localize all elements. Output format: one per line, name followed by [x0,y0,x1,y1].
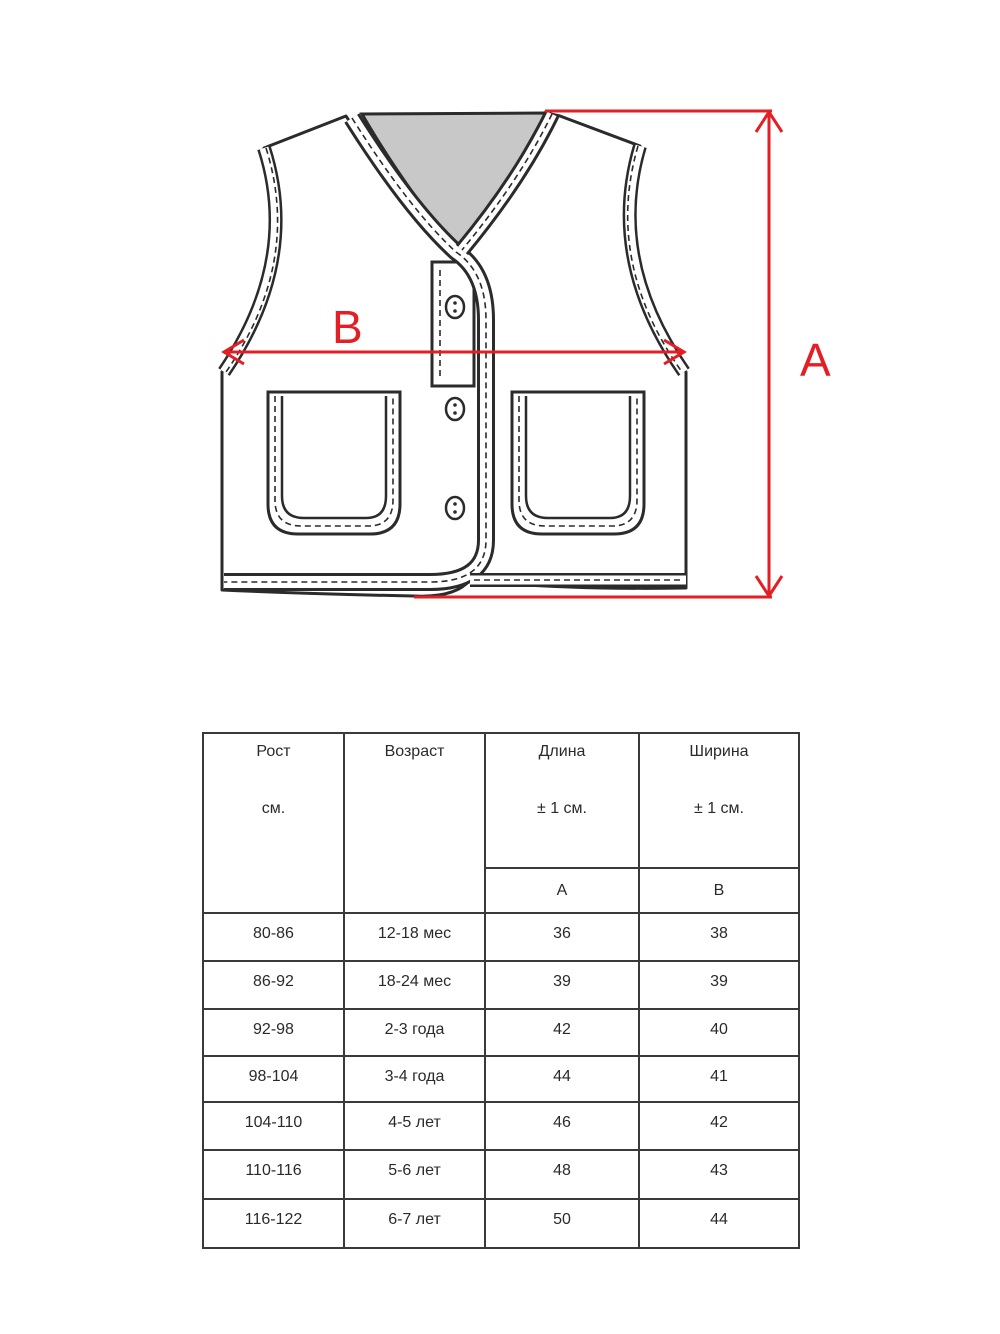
button-bottom [446,497,464,519]
button-top [446,296,464,318]
cell-height: 86-92 [203,961,344,1009]
header-width [639,733,799,868]
cell-width: 40 [639,1009,799,1056]
cell-height: 80-86 [203,913,344,961]
cell-height: 110-116 [203,1150,344,1199]
vest-diagram [0,0,1000,640]
header-width-tolerance: ± 1 см. [693,800,744,817]
header-length-title: Длина [538,743,586,760]
header-height-unit: см. [261,800,286,817]
cell-width: 42 [639,1102,799,1150]
dimension-a-label: A [800,334,831,386]
cell-length: 44 [485,1056,639,1102]
table-row [203,961,799,1009]
table-row [203,913,799,961]
cell-age: 18-24 мес [344,961,485,1009]
header-height-title: Рост [256,743,291,760]
cell-length: 39 [485,961,639,1009]
cell-width: 38 [639,913,799,961]
table-header-row [203,733,799,868]
button-middle [446,398,464,420]
header-height [203,733,344,913]
cell-length: 50 [485,1199,639,1248]
header-length [485,733,639,868]
cell-length: 48 [485,1150,639,1199]
table-row [203,1199,799,1248]
size-chart-table [202,732,800,1249]
header-age-title: Возраст [384,743,445,760]
table-row [203,1150,799,1199]
cell-length: 46 [485,1102,639,1150]
cell-age: 4-5 лет [344,1102,485,1150]
table-row [203,1056,799,1102]
cell-length: 42 [485,1009,639,1056]
cell-age: 6-7 лет [344,1199,485,1248]
left-pocket [268,392,400,534]
header-width-title: Ширина [689,743,749,760]
cell-length: 36 [485,913,639,961]
table-row [203,1102,799,1150]
header-width-letter: B [639,868,799,913]
header-length-tolerance: ± 1 см. [536,800,587,817]
cell-height: 104-110 [203,1102,344,1150]
cell-height: 92-98 [203,1009,344,1056]
cell-width: 43 [639,1150,799,1199]
header-age [344,733,485,913]
cell-width: 44 [639,1199,799,1248]
cell-age: 5-6 лет [344,1150,485,1199]
dimension-b-label: B [332,301,363,353]
cell-height: 116-122 [203,1199,344,1248]
vest-placket [432,262,474,386]
cell-width: 39 [639,961,799,1009]
header-length-letter: A [485,868,639,913]
cell-age: 2-3 года [344,1009,485,1056]
cell-age: 12-18 мес [344,913,485,961]
right-pocket [512,392,644,534]
cell-width: 41 [639,1056,799,1102]
cell-height: 98-104 [203,1056,344,1102]
cell-age: 3-4 года [344,1056,485,1102]
table-row [203,1009,799,1056]
